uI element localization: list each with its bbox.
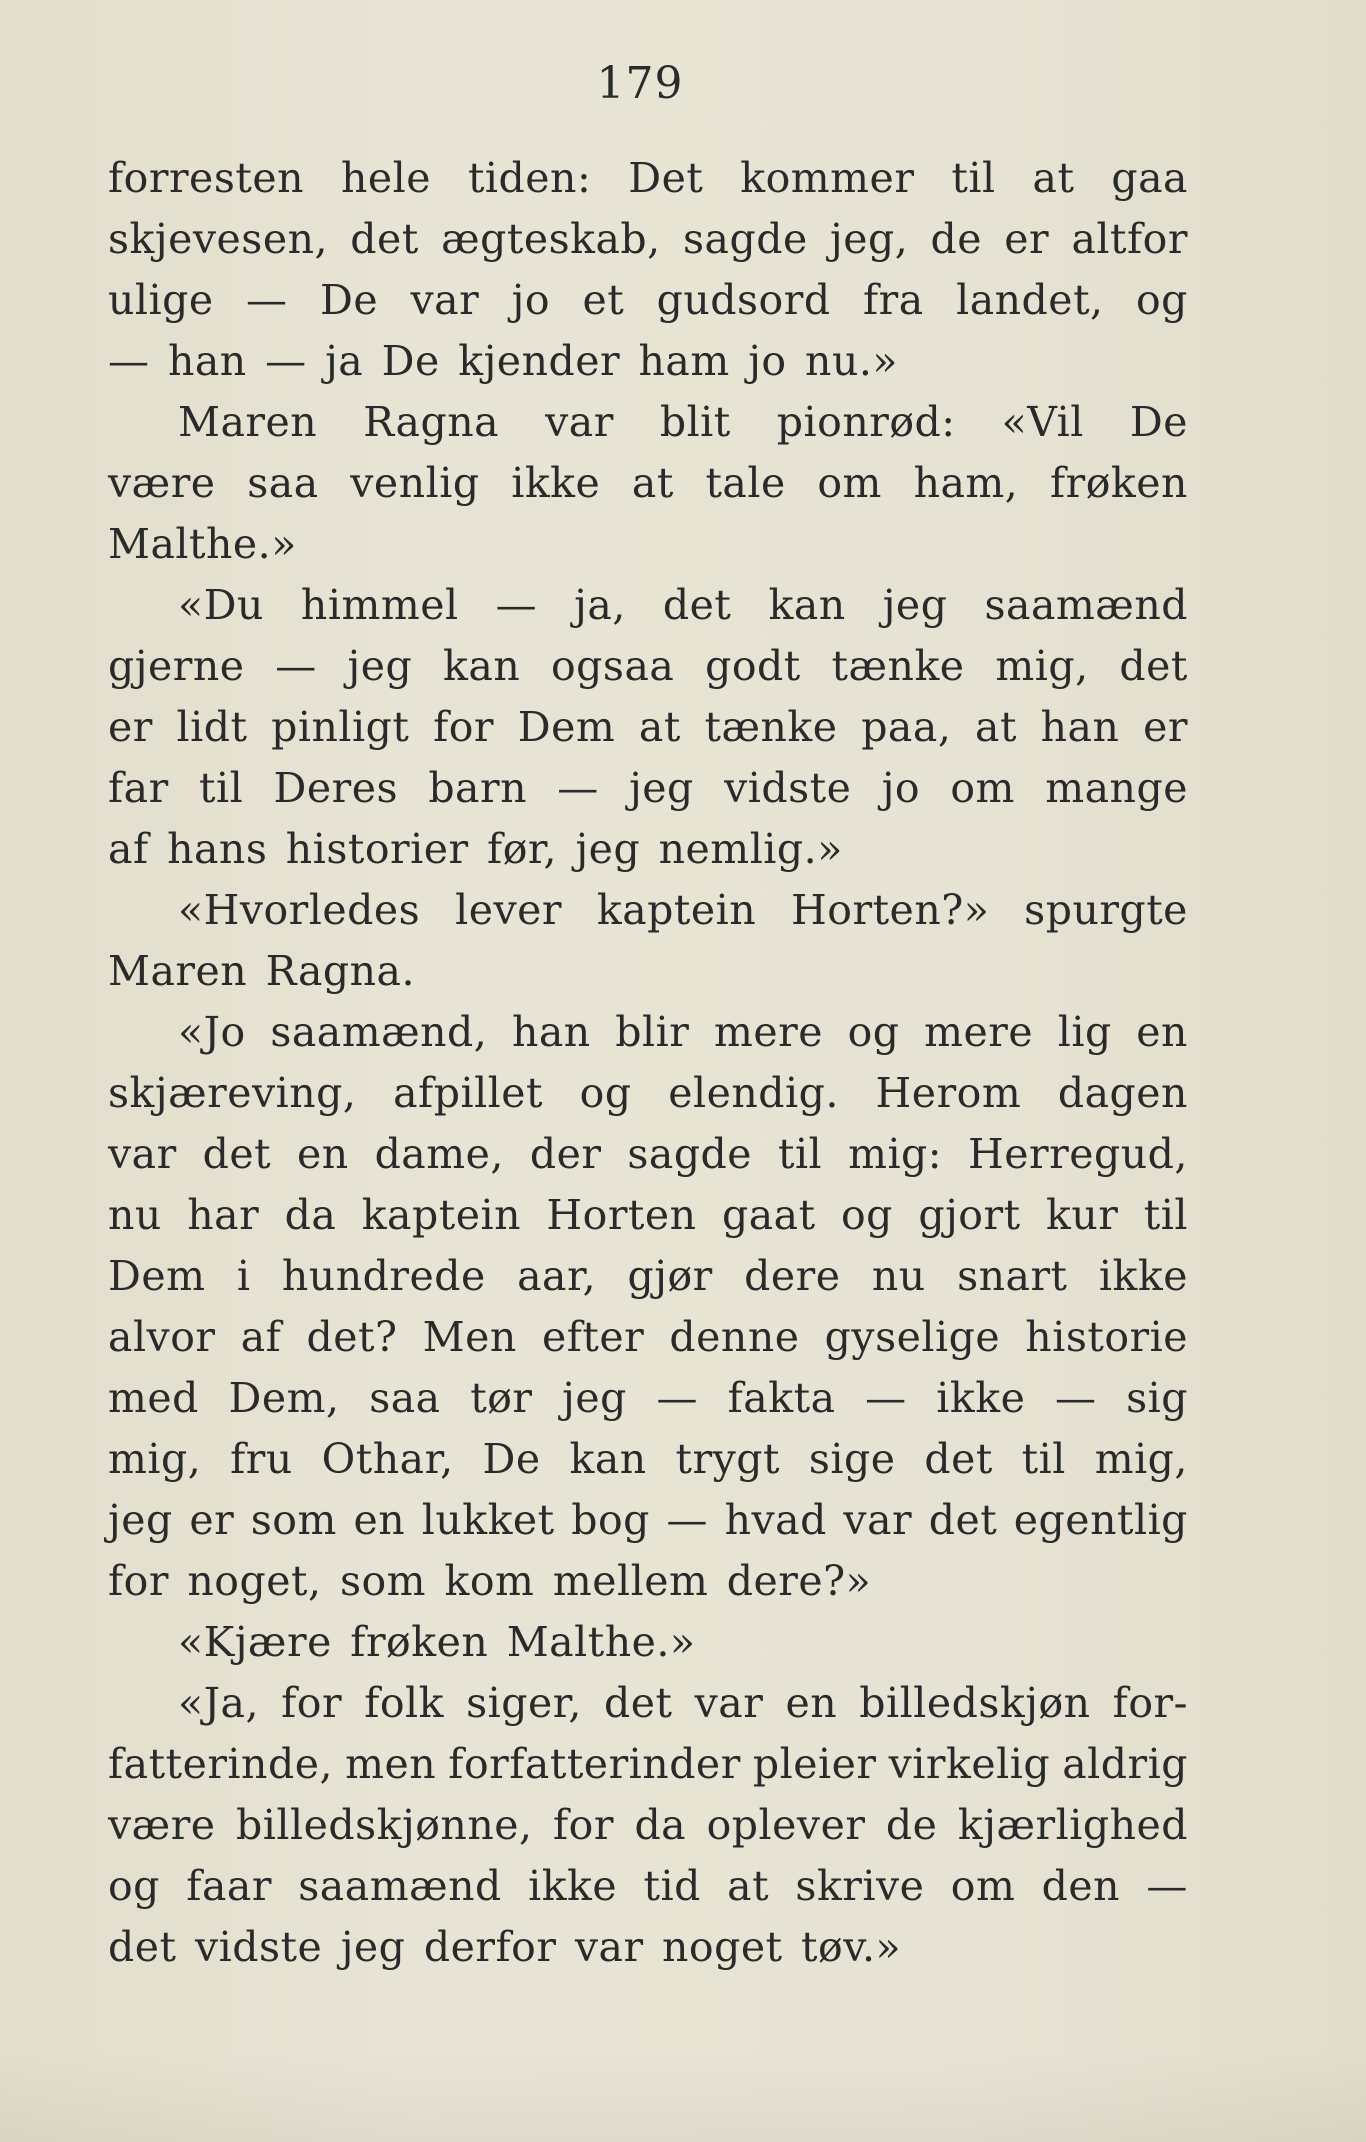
text-line: «Du himmel — ja, det kan jeg saamænd (178, 581, 1188, 629)
body-text (108, 148, 1188, 1978)
text-line: være billedskjønne, for da oplever de kjærlighed (108, 1801, 1188, 1849)
text-line: jeg er som en lukket bog — hvad var det egentlig (108, 1496, 1188, 1544)
text-line: far til Deres barn — jeg vidste jo om mange (108, 764, 1188, 812)
text-line: «Kjære frøken Malthe.» (178, 1618, 696, 1666)
text-line: Dem i hundrede aar, gjør dere nu snart ikke (108, 1252, 1188, 1300)
text-line: er lidt pinligt for Dem at tænke paa, at han er (108, 703, 1188, 751)
text-line: med Dem, saa tør jeg — fakta — ikke — sig (108, 1374, 1188, 1422)
text-line: gjerne — jeg kan ogsaa godt tænke mig, det (108, 642, 1188, 690)
text-line: skjevesen, det ægteskab, sagde jeg, de er altfor (108, 215, 1188, 263)
text-line: nu har da kaptein Horten gaat og gjort kur til (108, 1191, 1188, 1239)
text-line: Maren Ragna. (108, 947, 416, 995)
text-line: alvor af det? Men efter denne gyselige historie (108, 1313, 1188, 1361)
text-line: forresten hele tiden: Det kommer til at gaa (108, 154, 1188, 202)
page-edge-shadow (0, 2052, 1366, 2142)
text-line: det vidste jeg derfor var noget tøv.» (108, 1923, 902, 1971)
text-line: Maren Ragna var blit pionrød: «Vil De (178, 398, 1188, 446)
text-line: «Ja, for folk siger, det var en billedskjøn for- (178, 1679, 1188, 1727)
text-line: — han — ja De kjender ham jo nu.» (108, 337, 898, 385)
text-line: fatterinde, men forfatterinder pleier virkelig aldrig (108, 1740, 1188, 1788)
text-line: af hans historier før, jeg nemlig.» (108, 825, 843, 873)
text-line: var det en dame, der sagde til mig: Herregud, (108, 1130, 1188, 1178)
text-line: skjæreving, afpillet og elendig. Herom dagen (108, 1069, 1188, 1117)
text-line: ulige — De var jo et gudsord fra landet, og (108, 276, 1188, 324)
text-line: «Jo saamænd, han blir mere og mere lig en (178, 1008, 1188, 1056)
text-line: og faar saamænd ikke tid at skrive om den — (108, 1862, 1188, 1910)
text-line: for noget, som kom mellem dere?» (108, 1557, 872, 1605)
text-line: «Hvorledes lever kaptein Horten?» spurgte (178, 886, 1188, 934)
text-line: være saa venlig ikke at tale om ham, frøken (108, 459, 1188, 507)
text-line: mig, fru Othar, De kan trygt sige det til mig, (108, 1435, 1188, 1483)
page-number: 179 (596, 58, 684, 109)
text-line: Malthe.» (108, 520, 297, 568)
